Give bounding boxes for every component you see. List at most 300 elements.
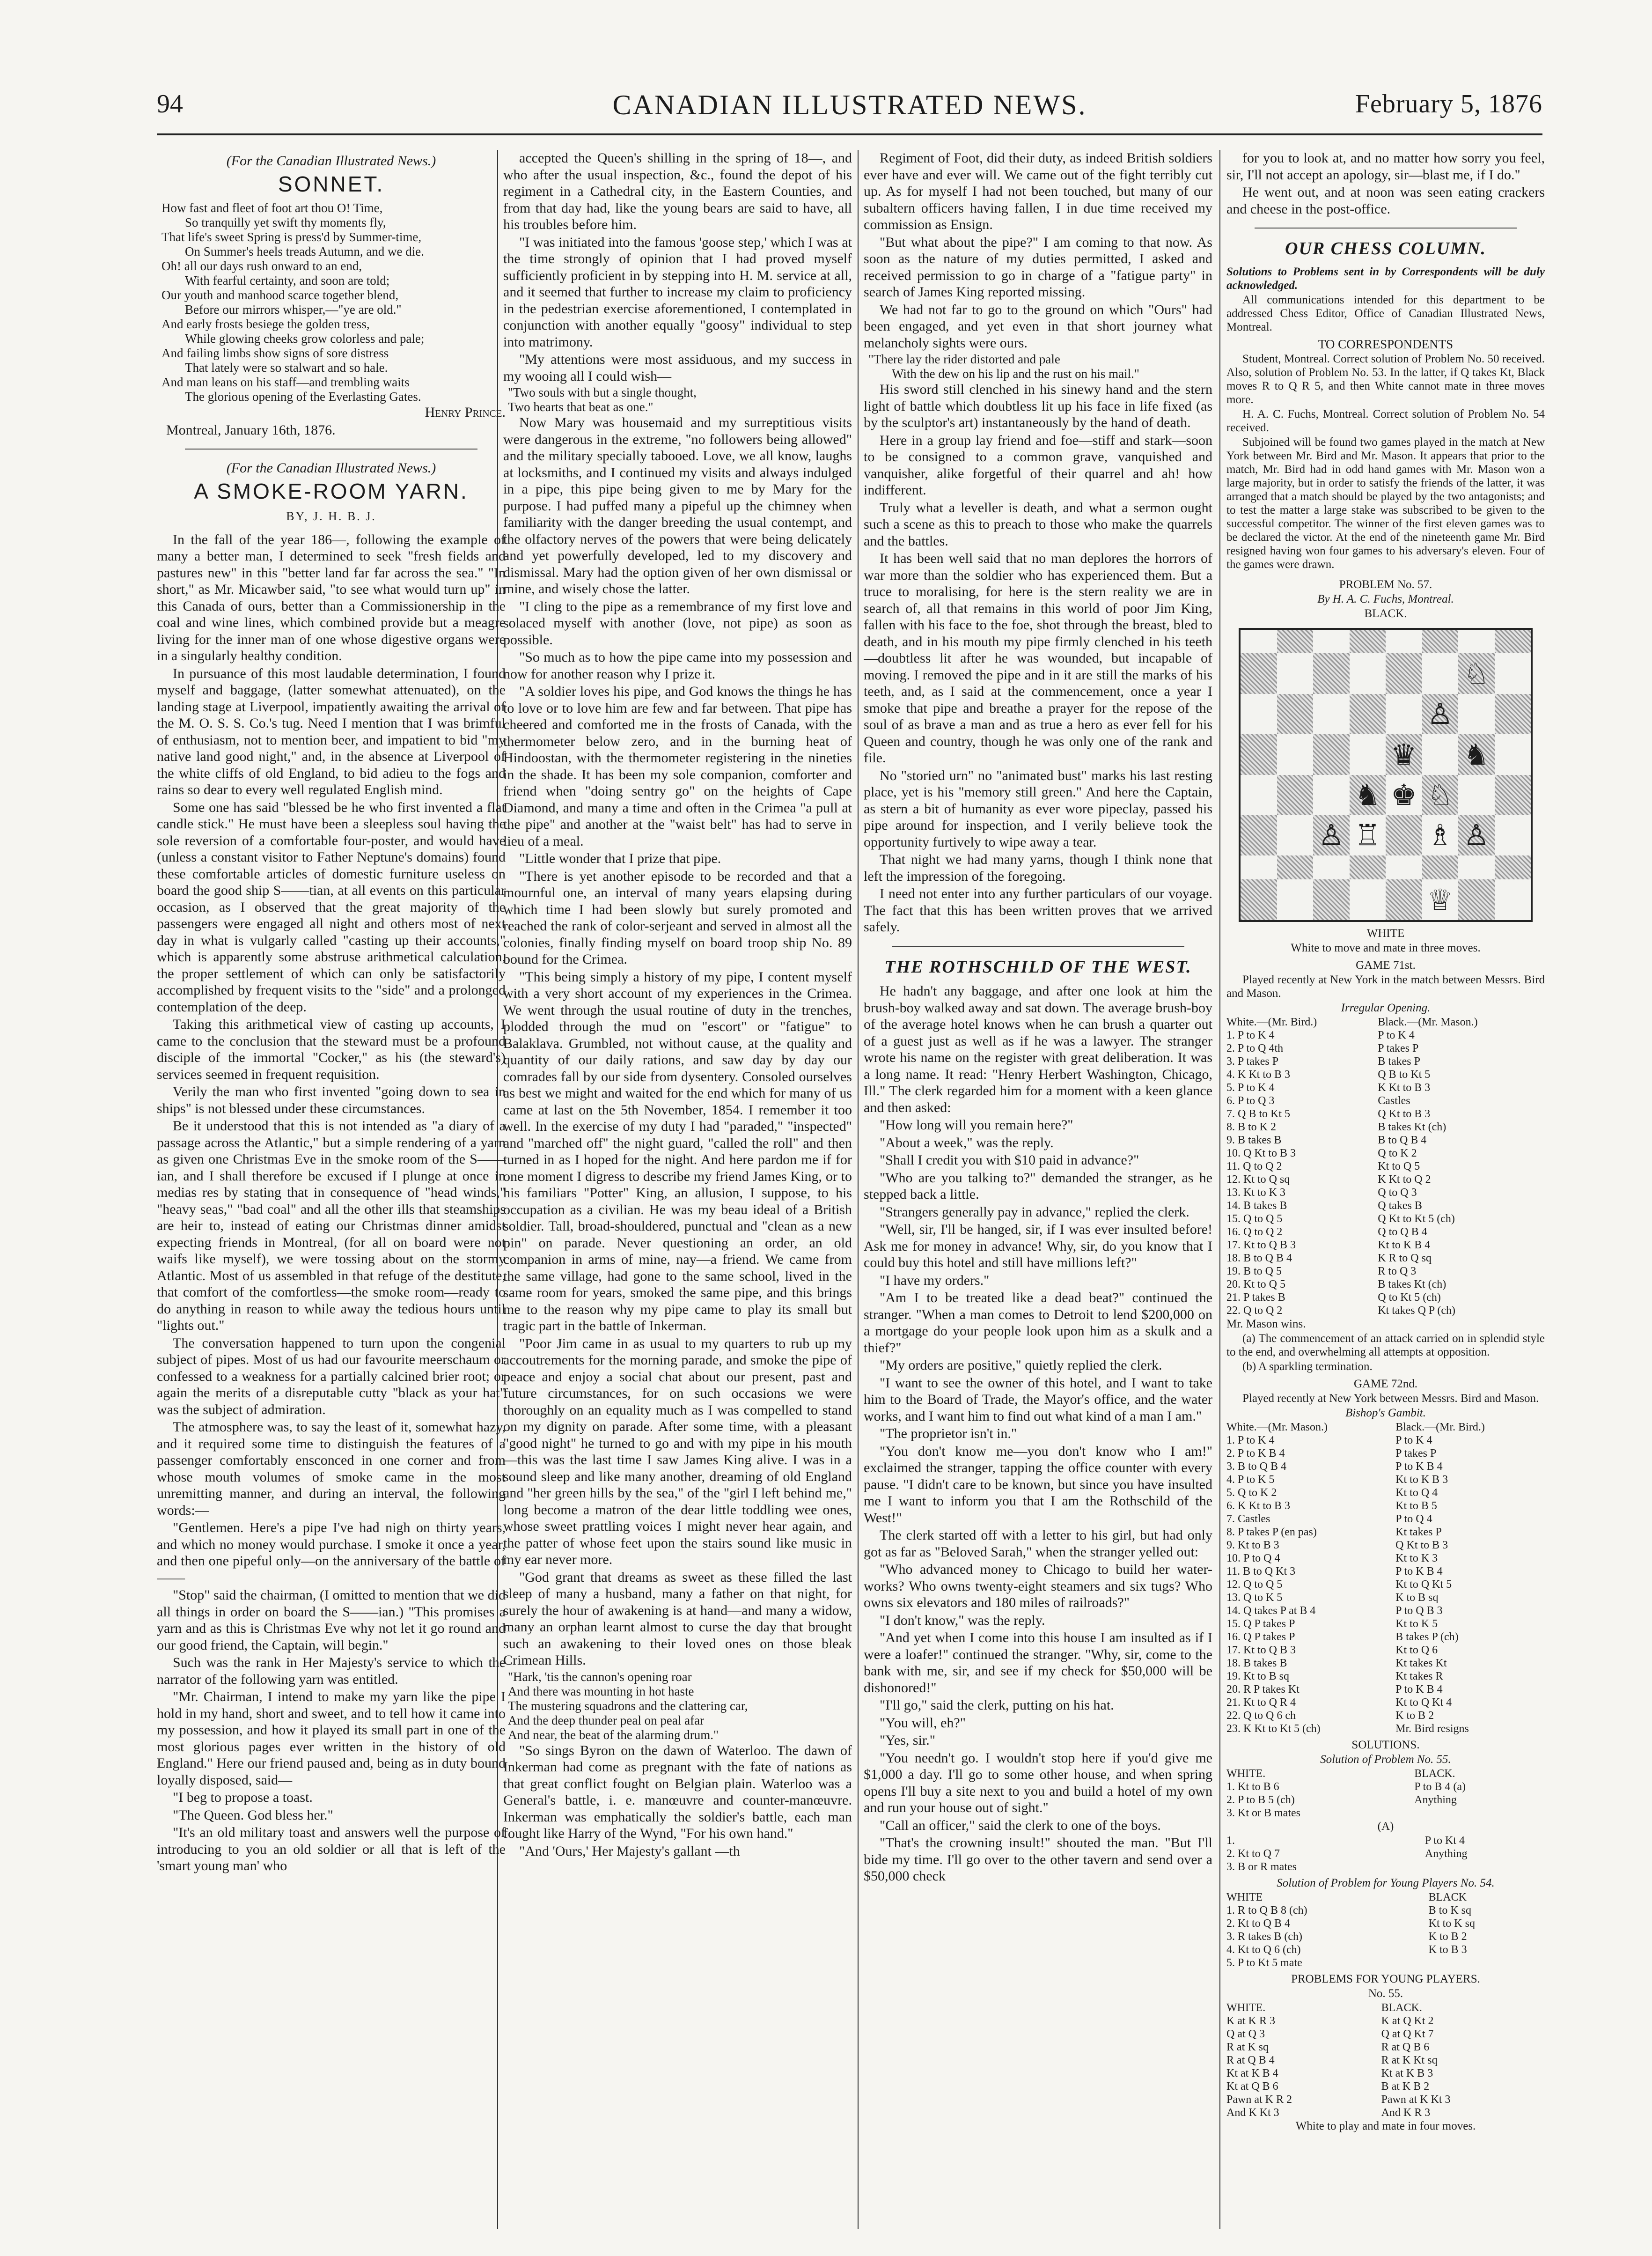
board-square — [1277, 775, 1314, 815]
white-move: 19. B to Q 5 — [1226, 1265, 1282, 1277]
paragraph: for you to look at, and no matter how sorry you feel, sir, I'll not accept an apology, sir—blast me, if I do." — [1226, 150, 1545, 183]
white-move: 2. Kt to Q 7 — [1226, 1847, 1280, 1860]
white-move: 16. Q P takes P — [1226, 1630, 1295, 1643]
move-row — [1226, 1029, 1545, 1042]
move-row — [1226, 1291, 1545, 1304]
chess-piece-square: ♙ — [1422, 694, 1459, 734]
move-row — [1226, 1526, 1545, 1539]
paper-title: CANADIAN ILLUSTRATED NEWS. — [612, 89, 1087, 120]
paragraph: "I was initiated into the famous 'goose step,' which I was at the time strongly of opinion that I had proved myself sufficiently proficient in by stepping into H. M. service at all, and it seemed that further to increase my claim to proficiency in the pedestrian exercise aforementioned, I contemplated in conjunction with another equally "goosy" individual to step into matrimony. — [503, 234, 852, 350]
black-move: P to B 4 (a) — [1414, 1780, 1466, 1793]
paragraph: "My attentions were most assiduous, and my success in my wooing all I could wish— — [503, 352, 852, 384]
board-square — [1277, 694, 1314, 734]
paragraph: "Who are you talking to?" demanded the stranger, as he stepped back a little. — [864, 1170, 1212, 1202]
column-4 — [1226, 150, 1545, 2219]
paragraph: "Stop" said the chairman, (I omitted to mention that we did all things in order on board the S——ian.) "This promises a yarn and as this is Christmas Eve why not let it go round and our good friend, the Captain, will begin." — [157, 1587, 506, 1653]
white-move: 19. Kt to B sq — [1226, 1670, 1290, 1682]
board-square — [1313, 653, 1350, 693]
sonnet-line: While glowing cheeks grow colorless and pale; — [185, 332, 425, 346]
white-move: 3. P takes P — [1226, 1055, 1279, 1068]
problem-caption: White to move and mate in three moves. — [1291, 941, 1481, 954]
move-row — [1226, 1943, 1545, 1956]
sonnet-line: That lately were so stalwart and so hale. — [185, 361, 388, 375]
black-move: Pawn at K Kt 3 — [1381, 2093, 1451, 2106]
white-move: 16. Q to Q 2 — [1226, 1225, 1283, 1238]
paragraph: "And 'Ours,' Her Majesty's gallant —th — [519, 1843, 740, 1859]
game-2-title: GAME 72nd. — [1353, 1377, 1418, 1390]
white-move: 17. Kt to Q B 3 — [1226, 1239, 1296, 1251]
move-row — [1226, 1107, 1545, 1121]
board-square — [1422, 630, 1459, 654]
paragraph: Here in a group lay friend and foe—stiff and stark—soon to be consigned to a common grave, vanquished and vanquisher, alike forgetful of their quarrel and ah! how indifferent. — [864, 432, 1212, 498]
move-row — [1226, 1709, 1545, 1722]
move-row — [1226, 1930, 1545, 1943]
young-problem-caption: White to play and mate in four moves. — [1295, 2119, 1476, 2132]
white-move: K at K R 3 — [1226, 2014, 1275, 2027]
paragraph: "Gentlemen. Here's a pipe I've had nigh on thirty years, and which no money would purchase. I smoke it once a year, and then one pipeful only—on the anniversary of the battle of—— — [157, 1520, 506, 1585]
black-move: P to Q 4 — [1395, 1512, 1432, 1525]
white-move: 1. P to K 4 — [1226, 1029, 1275, 1041]
black-move: Anything — [1424, 1847, 1468, 1860]
white-move: 23. K Kt to Kt 5 (ch) — [1226, 1722, 1321, 1735]
paragraph: "I cling to the pipe as a remembrance of my first love and solaced myself with another (love, not pipe) as soon as possible. — [503, 598, 852, 648]
white-move: R at K sq — [1226, 2041, 1269, 2053]
sonnet-line: Our youth and manhood scarce together blend, — [162, 288, 399, 302]
chess-column-title: OUR CHESS COLUMN. — [1285, 239, 1486, 258]
paragraph: Such was the rank in Her Majesty's service to which the narrator of the following yarn was entitled. — [157, 1655, 506, 1687]
board-square — [1277, 855, 1314, 879]
chess-piece-square: ♚ — [1386, 775, 1422, 815]
board-square — [1277, 653, 1314, 693]
white-move: 2. Kt to Q B 4 — [1226, 1917, 1291, 1930]
black-move: Kt to Q Kt 4 — [1395, 1696, 1452, 1709]
yarn-byline: BY, J. H. B. J. — [286, 509, 376, 523]
paragraph: The conversation happened to turn upon the congenial subject of pipes. Most of us had our favourite meerschaum or confessed to a weakness for a partially calcined brier root; or again the merits of a disreputable cutty "black as your hat" was the subject of admiration. — [157, 1335, 506, 1417]
black-move: And K R 3 — [1381, 2106, 1431, 2119]
sonnet-title: SONNET. — [278, 171, 385, 196]
black-move: Q Kt to B 3 — [1395, 1539, 1448, 1551]
paragraph: "Little wonder that I prize that pipe. — [519, 851, 721, 866]
move-row — [1226, 1956, 1545, 1969]
column-divider — [1219, 150, 1220, 2229]
move-row — [1226, 1847, 1545, 1860]
board-square — [1386, 855, 1422, 879]
quote-verse — [503, 385, 852, 414]
white-move: 2. P to Q 4th — [1226, 1042, 1284, 1054]
white-move: 5. P to K 4 — [1226, 1081, 1275, 1094]
sonnet-line: And failing limbs show signs of sore distress — [162, 346, 389, 360]
move-row — [1226, 1265, 1545, 1278]
paragraph: "I have my orders." — [880, 1272, 990, 1288]
white-move: 10. Q Kt to B 3 — [1226, 1147, 1296, 1159]
white-move: 12. Q to Q 5 — [1226, 1578, 1283, 1591]
white-move: 1. Kt to B 6 — [1226, 1780, 1279, 1793]
black-move: K to B 2 — [1395, 1709, 1434, 1722]
paragraph: "God grant that dreams as sweet as these filled the last sleep of many a husband, many a father on that night, for surely the hour of awakening is at hand—and many a widow, many an orphan learnt almost to curse the day that brought such an awakening to their loved ones on those bleak Crimean Hills. — [503, 1569, 852, 1668]
verse-line: And the deep thunder peal on peal afar — [508, 1713, 705, 1727]
board-square — [1495, 630, 1531, 654]
white-move: 5. Q to K 2 — [1226, 1486, 1277, 1499]
board-square — [1241, 630, 1277, 654]
sonnet-line: And early frosts besiege the golden tress, — [162, 317, 370, 331]
paragraph: The atmosphere was, to say the least of it, somewhat hazy, and it required some time to distinguish the features of a passenger comfortably ensconced in one corner and from whose mouth volumes of smoke came in the most unremitting manner, and during an interval, the following words:— — [157, 1419, 506, 1518]
move-column-header: BLACK — [1428, 1891, 1467, 1903]
move-row — [1226, 1578, 1545, 1591]
masthead-rule — [157, 133, 1542, 135]
black-move: K at Q Kt 2 — [1381, 2014, 1434, 2027]
black-move: Q B to Kt 5 — [1378, 1068, 1431, 1081]
black-move: K R to Q sq — [1378, 1252, 1432, 1264]
move-row — [1226, 1186, 1545, 1199]
game-1-intro: Played recently at New York in the match between Messrs. Bird and Mason. — [1226, 973, 1545, 1000]
paragraph: "The proprietor isn't in." — [880, 1426, 1017, 1441]
yarn-credit: (For the Canadian Illustrated News.) — [226, 460, 436, 476]
board-square — [1241, 879, 1277, 920]
black-move: Castles — [1378, 1094, 1410, 1107]
paragraph: Truly what a leveller is death, and what a sermon ought such a scene as this to preach to those who make the quarrels and the battles. — [864, 500, 1212, 549]
black-move: Q to Q 3 — [1378, 1186, 1417, 1199]
white-move: 22. Q to Q 6 ch — [1226, 1709, 1296, 1722]
paragraph: "Who advanced money to Chicago to build her water-works? Who owns twenty-eight steamers and six tugs? Who owns six elevators and 180 miles of railroads?" — [864, 1562, 1212, 1610]
white-move: 8. P takes P (en pas) — [1226, 1526, 1317, 1538]
move-row — [1226, 1591, 1545, 1604]
move-row — [1226, 2106, 1545, 2119]
move-row — [1226, 1657, 1545, 1670]
to-correspondents — [1226, 352, 1545, 571]
move-row — [1226, 2014, 1545, 2027]
chess-piece-square: ♞ — [1458, 734, 1495, 774]
black-move: Q at Q Kt 7 — [1381, 2027, 1434, 2040]
board-square — [1277, 734, 1314, 774]
white-move: Q at Q 3 — [1226, 2027, 1265, 2040]
paragraph: Some one has said "blessed be he who first invented a flat candle stick." He must have been a sleepless soul having the sole reversion of a comfortable four-poster, and would have (unless a constant visitor to Father Neptune's domains) found these comfortable articles of domestic furniture useless on board the good ship S——tian, at all events on this particular occasion, as I observed that the great majority of the passengers were engaged all night and others most of next day in what is vulgarly called "casting up their accounts," which is apparently some abstruse arithmetical calculation, the proper settlement of which can only be satisfactorily accomplished by frequent visits to the "side" and a prolonged contemplation of the deep. — [157, 799, 506, 1015]
paragraph: "You needn't go. I wouldn't stop here if you'd give me $1,000 a day. I'll go to some other house, and when spring opens I'll buy a site next to you and build a hotel of my own and run your house out of sight." — [864, 1750, 1212, 1815]
black-move: B at K B 2 — [1381, 2080, 1430, 2093]
paragraph: "You will, eh?" — [880, 1715, 966, 1731]
game-2-opening: Bishop's Gambit. — [1345, 1406, 1426, 1419]
white-move: 10. P to Q 4 — [1226, 1552, 1280, 1564]
chess-board — [1239, 628, 1533, 922]
move-row — [1226, 1644, 1545, 1657]
black-move: B takes Kt (ch) — [1378, 1278, 1446, 1290]
black-move: K Kt to B 3 — [1378, 1081, 1431, 1094]
paragraph: His sword still clenched in his sinewy hand and the stern light of battle which doubtless lit up his face in life fixed (as by the sculptor's art) instantaneously by the hand of death. — [864, 382, 1212, 430]
white-move: Pawn at K R 2 — [1226, 2093, 1292, 2106]
paragraph: "Poor Jim came in as usual to my quarters to rub up my accoutrements for the morning parade, and smoke the pipe of peace and enjoy a social chat about our present, past and future circumstances, for on such occasions we were thoroughly on an equality much as I was compelled to stand on my dignity on parade. After some time, with a pleasant "good night" he turned to go and with my pipe in his mouth—this was the last time I saw James King alive. I was in a sound sleep and like many another, dreaming of old England and "her green hills by the sea," of the "girl I left behind me," long become a matron of the dear little toddling wee ones, whose sweet prattling voices I might never hear again, and the patter of whose feet upon the stairs sound like music in my ear never more. — [503, 1335, 852, 1567]
verse-line: "Two souls with but a single thought, — [508, 385, 697, 399]
black-label: BLACK. — [1364, 607, 1407, 620]
article-divider — [185, 449, 477, 450]
black-move: K to B sq — [1395, 1591, 1439, 1604]
move-row — [1226, 1904, 1545, 1917]
black-move: Kt takes Kt — [1395, 1657, 1447, 1669]
move-row — [1226, 1252, 1545, 1265]
black-move: Kt to Q 6 — [1395, 1644, 1438, 1656]
white-move: 4. Kt to Q 6 (ch) — [1226, 1943, 1301, 1956]
paragraph: "Am I to be treated like a dead beat?" continued the stranger. "When a man comes to Detroit to lend $200,000 on a mortgage do your people look upon him as a skulk and a thief?" — [864, 1290, 1212, 1356]
move-row — [1226, 1199, 1545, 1212]
black-move: Q Kt to Kt 5 (ch) — [1378, 1212, 1455, 1225]
yarn-body — [157, 531, 506, 1874]
move-row — [1226, 2093, 1545, 2106]
move-row — [1226, 1630, 1545, 1644]
paragraph: "Call an officer," said the clerk to one of the boys. — [880, 1817, 1161, 1833]
black-move: B takes P (ch) — [1395, 1630, 1459, 1643]
white-move: 18. B to Q B 4 — [1226, 1252, 1292, 1264]
paragraph: "A soldier loves his pipe, and God knows the things he has to love or to love him are few and far between. That pipe has cheered and comforted me in the frosts of Canada, with the thermometer below zero, and in the burning heat of Hindoostan, with the thermometer registering in the nineties in the shade. It has been my sole companion, comforter and friend when "doing sentry go" on the heights of Cape Diamond, and many a time and often in the Crimea "a pull at the pipe" and another at the "waist belt" has had to serve in lieu of a meal. — [503, 684, 852, 849]
move-row — [1226, 1552, 1545, 1565]
yarn-continued — [864, 150, 1212, 351]
white-move: 3. B to Q B 4 — [1226, 1460, 1287, 1473]
board-square — [1495, 653, 1531, 693]
move-row — [1226, 1239, 1545, 1252]
young-problem-title: PROBLEMS FOR YOUNG PLAYERS. — [1291, 1972, 1480, 1985]
move-row — [1226, 2054, 1545, 2067]
quote-verse — [503, 1670, 852, 1742]
move-row — [1226, 1473, 1545, 1486]
move-row — [1226, 2027, 1545, 2041]
black-move: Anything — [1414, 1793, 1457, 1806]
paragraph: In the fall of the year 186—, following the example of many a better man, I determined to seek "fresh fields and pastures new" in this "better land far far across the sea." "In short," as Mr. Micawber said, "to see what would turn up" in this Canada of ours, better than a Commissionership in the coal and wine lines, which combined provide but a meagre living for the inner man of one whose digestive organs were in a singularly healthy condition. — [157, 531, 506, 664]
solution-moves — [1226, 1767, 1545, 1820]
paragraph: Be it understood that this is not intended as "a diary of a passage across the Atlantic," but a simple rendering of a yarn as given one Christmas Eve in the smoke room of the S——ian, and I shall therefore be excused if I plunge at once in medias res by stating that in consequence of "head winds," "heavy seas," "bad coal" and all the other ills that steamships are heir to, instead of eating our Christmas dinner amidst expecting friends in Montreal, (for all on board were not waifs like myself), we were tossing about on the stormy Atlantic. Most of us assembled in that refuge of the destitute, that comfort of the comfortless—the smoke room—ready to do anything in reason to while away the tedious hours until "lights out." — [157, 1118, 506, 1333]
white-move: 9. Kt to B 3 — [1226, 1539, 1279, 1551]
move-column-header: BLACK. — [1414, 1767, 1455, 1780]
paragraph: Regiment of Foot, did their duty, as indeed British soldiers ever have and ever will. We came out of the fight terribly cut up. As for myself I had not been touched, but many of our subaltern officers having fallen, I in due time received my commission as Ensign. — [864, 150, 1212, 232]
game-1-opening: Irregular Opening. — [1341, 1001, 1431, 1014]
black-move — [1425, 1860, 1545, 1873]
black-move: B takes Kt (ch) — [1378, 1121, 1446, 1133]
sonnet-line: The glorious opening of the Everlasting Gates. — [185, 390, 421, 404]
board-square — [1422, 855, 1459, 879]
sonnet-line: That life's sweet Spring is press'd by Summer-time, — [162, 230, 422, 244]
page-number: 94 — [157, 89, 183, 118]
yarn-continued — [503, 150, 852, 384]
correspondent-note: Student, Montreal. Correct solution of Problem No. 50 received. Also, solution of Problem No. 53. In the latter, if Q takes Kt, Black moves R to Q R 5, and then White cannot mate in three moves more. — [1226, 352, 1545, 406]
young-problem-pieces — [1226, 2001, 1545, 2119]
board-square — [1386, 879, 1422, 920]
white-move: Kt at Q B 6 — [1226, 2080, 1278, 2093]
move-row — [1226, 1793, 1545, 1806]
board-square — [1458, 630, 1495, 654]
paragraph: Now Mary was housemaid and my surreptitious visits were dangerous in the extreme, "no followers being allowed" and the military specially tabooed. Love, we all know, laughs at locksmiths, and I continued my visits and always indulged in a pipe, this pipe being given to me by Mary for the purpose. I had puffed many a pipeful up the chimney when familiarity with the danger breeding the usual contempt, and the olfactory nerves of the powers that were being delicately and yet powerfully developed, led to my discovery and dismissal. Mary had the option given of her own dismissal or mine, and wisely chose the latter. — [503, 415, 852, 597]
verse-line: "There lay the rider distorted and pale — [868, 352, 1060, 366]
black-move: Q Kt to B 3 — [1378, 1107, 1431, 1120]
white-move: 7. Q B to Kt 5 — [1226, 1107, 1291, 1120]
column-3 — [864, 150, 1212, 2219]
black-move: P to K 4 — [1395, 1434, 1432, 1446]
black-move: Kt to Q 4 — [1395, 1486, 1438, 1499]
rothschild-title: THE ROTHSCHILD OF THE WEST. — [884, 957, 1192, 977]
black-move: P takes P — [1378, 1042, 1419, 1054]
move-row — [1226, 1173, 1545, 1186]
paragraph: "It's an old military toast and answers well the purpose of introducing to you an old soldier or all that is left of the 'smart young man' who — [157, 1825, 506, 1873]
sonnet-line: With fearful certainty, and soon are told; — [185, 273, 390, 288]
article-divider — [1255, 228, 1517, 229]
board-square — [1495, 879, 1531, 920]
black-move: B takes P — [1378, 1055, 1420, 1068]
board-square — [1386, 653, 1422, 693]
sonnet-dateline: Montreal, January 16th, 1876. — [166, 422, 336, 438]
chess-piece-square: ♘ — [1458, 653, 1495, 693]
white-move: 14. B takes B — [1226, 1199, 1287, 1212]
paragraph: accepted the Queen's shilling in the spring of 18—, and who after the usual inspection, &c., found the depot of his regiment in a Cathedral city, in the Eastern Counties, and from that day had, like the young bears are said to have, all his troubles before him. — [503, 150, 852, 232]
move-column-header: WHITE — [1226, 1891, 1263, 1903]
move-row — [1226, 1683, 1545, 1696]
game-1-title: GAME 71st. — [1356, 958, 1416, 972]
black-move: K to B 3 — [1428, 1943, 1467, 1956]
move-row — [1226, 2067, 1545, 2080]
paragraph: In pursuance of this most laudable determination, I found myself and baggage, (latter somewhat attenuated), on the landing stage at Liverpool, impatiently awaiting the arrival of the M. O. S. S. Co.'s tug. Need I mention that I was brimful of enthusiasm, not to mention beer, and impatient to bid "my native land good night," and, in the absence at Liverpool of the white cliffs of old England, to bid adieu to the fogs and rains so dear to every well regulated English mind. — [157, 665, 506, 797]
sonnet-line: Oh! all our days rush onward to an end, — [162, 259, 362, 273]
board-square — [1313, 775, 1350, 815]
white-move: 9. B takes B — [1226, 1134, 1282, 1146]
paragraph: "I want to see the owner of this hotel, and I want to take him to the Board of Trade, the Mayor's office, and the water works, and I want him to find out what kind of a man I am." — [864, 1375, 1212, 1424]
board-square — [1350, 694, 1386, 734]
paragraph: The clerk started off with a letter to his girl, but had only got as far as "Beloved Sarah," when the stranger yelled out: — [864, 1527, 1212, 1560]
board-square — [1313, 630, 1350, 654]
issue-date: February 5, 1876 — [1355, 89, 1542, 118]
black-move: Kt to Q 5 — [1378, 1160, 1420, 1172]
black-move: Kt takes P — [1395, 1526, 1442, 1538]
white-move: 11. Q to Q 2 — [1226, 1160, 1282, 1172]
paragraph: No "storied urn" no "animated bust" marks his last resting place, yet is his "memory still green." And here the Captain, as stern a bit of humanity as ever wore pipeclay, passed his pipe around for inspection, and I verily believe took the opportunity furtively to wipe away a tear. — [864, 767, 1212, 850]
board-square — [1241, 734, 1277, 774]
paragraph: "Strangers generally pay in advance," replied the clerk. — [880, 1204, 1189, 1220]
move-row — [1226, 1134, 1545, 1147]
move-row — [1226, 1081, 1545, 1094]
paragraph: "Shall I credit you with $10 paid in advance?" — [880, 1152, 1139, 1168]
move-row — [1226, 1670, 1545, 1683]
sonnet-line: So tranquilly yet swift thy moments fly, — [185, 215, 386, 229]
problem-title: PROBLEM No. 57. — [1339, 578, 1432, 591]
white-move: 4. K Kt to B 3 — [1226, 1068, 1291, 1081]
white-move: 2. P to B 5 (ch) — [1226, 1793, 1295, 1806]
white-move: 17. Kt to Q B 3 — [1226, 1644, 1296, 1656]
solutions-title: SOLUTIONS. — [1351, 1738, 1420, 1751]
move-row — [1226, 1604, 1545, 1617]
paragraph: "Mr. Chairman, I intend to make my yarn like the pipe I hold in my hand, short and sweet, and to tell how it came into my possession, and how it played its small part in one of the most glorious pages ever written in the history of old England." Here our friend paused and, being as in duty bound loyally disposed, said— — [157, 1689, 506, 1788]
black-move: Kt to Q Kt 5 — [1395, 1578, 1452, 1591]
move-column-header: Black.—(Mr. Mason.) — [1378, 1016, 1478, 1028]
article-divider — [892, 946, 1184, 947]
move-row — [1226, 1806, 1545, 1820]
move-column-header: White.—(Mr. Bird.) — [1226, 1016, 1317, 1028]
black-move: Kt to K sq — [1428, 1917, 1475, 1930]
solutions-note: Solutions to Problems sent in by Correspondents will be duly acknowledged. — [1226, 265, 1545, 292]
black-move: Kt takes R — [1395, 1670, 1443, 1682]
white-move: 3. B or R mates — [1226, 1860, 1297, 1873]
move-row — [1226, 1860, 1545, 1873]
move-row — [1226, 2041, 1545, 2054]
move-row — [1226, 1121, 1545, 1134]
black-move: P to K 4 — [1378, 1029, 1415, 1041]
game-1-notes — [1226, 1332, 1545, 1373]
paragraph: "The Queen. God bless her." — [173, 1807, 333, 1823]
board-square — [1241, 775, 1277, 815]
communications-note: All communications intended for this department to be addressed Chess Editor, Office of Canadian Illustrated News, Montreal. — [1226, 293, 1545, 333]
board-square — [1313, 694, 1350, 734]
move-row — [1226, 1094, 1545, 1107]
board-square — [1350, 653, 1386, 693]
paragraph: We had not far to go to the ground on which "Ours" had been engaged, and yet even in that short journey what melancholy sights were ours. — [864, 302, 1212, 351]
board-square — [1313, 855, 1350, 879]
paragraph: I need not enter into any further particulars of our voyage. The fact that this has been written proves that we arrived safely. — [864, 886, 1212, 935]
chess-piece-square: ♙ — [1458, 815, 1495, 855]
move-row — [1226, 1055, 1545, 1068]
black-move: K Kt to Q 2 — [1378, 1173, 1431, 1186]
move-row — [1226, 1512, 1545, 1526]
board-square — [1241, 653, 1277, 693]
paragraph: "My orders are positive," quietly replied the clerk. — [880, 1357, 1162, 1373]
verse-line: And near, the beat of the alarming drum." — [508, 1727, 719, 1742]
board-square — [1495, 855, 1531, 879]
paragraph: "And yet when I come into this house I am insulted as if I were a loafer!" continued the stranger. "Why, sir, come to the bank with me, sir, and see if my check for $50,000 will be dishonored!" — [864, 1630, 1212, 1696]
white-move: 6. K Kt to B 3 — [1226, 1499, 1291, 1512]
white-move: 1. P to K 4 — [1226, 1434, 1275, 1446]
black-move: R at Q B 6 — [1381, 2041, 1430, 2053]
rothschild-continued — [1226, 150, 1545, 217]
black-move: B to K sq — [1428, 1904, 1471, 1917]
young-solution-title: Solution of Problem for Young Players No. 54. — [1277, 1876, 1495, 1889]
game-1-result: Mr. Mason wins. — [1226, 1317, 1306, 1330]
game-2-intro: Played recently at New York between Messrs. Bird and Mason. — [1242, 1392, 1539, 1405]
board-square — [1277, 815, 1314, 855]
verse-line: The mustering squadrons and the clattering car, — [508, 1698, 748, 1713]
paragraph: "Yes, sir." — [880, 1733, 935, 1748]
move-row — [1226, 1696, 1545, 1709]
move-row — [1226, 1434, 1545, 1447]
to-correspondents-title: TO CORRESPONDENTS — [1318, 337, 1454, 351]
verse-line: With the dew on his lip and the rust on his mail." — [892, 367, 1139, 381]
move-row — [1226, 1068, 1545, 1081]
board-square — [1350, 879, 1386, 920]
move-row — [1226, 1147, 1545, 1160]
black-move: K to B 2 — [1428, 1930, 1467, 1943]
chess-piece-square: ♘ — [1422, 775, 1459, 815]
chess-piece-square: ♙ — [1313, 815, 1350, 855]
black-move: Q to Kt 5 (ch) — [1378, 1291, 1441, 1304]
move-row — [1226, 1780, 1545, 1793]
white-move: 1. — [1226, 1834, 1235, 1847]
black-move: Q takes B — [1378, 1199, 1422, 1212]
paragraph: "There is yet another episode to be recorded and that a mournful one, an interval of many years elapsing during which time I had been slowly but surely promoted and reached the rank of color-serjeant and served in almost all the colonies, finally finding myself on board troop ship No. 89 bound for the Crimea. — [503, 868, 852, 967]
black-move: Kt at K B 3 — [1381, 2067, 1433, 2079]
board-square — [1495, 734, 1531, 774]
white-move: R at Q B 4 — [1226, 2054, 1275, 2066]
move-row — [1226, 1917, 1545, 1930]
move-row — [1226, 1160, 1545, 1173]
chess-piece-square: ♕ — [1422, 879, 1459, 920]
move-row — [1226, 1460, 1545, 1473]
white-move: 3. Kt or B mates — [1226, 1806, 1300, 1819]
column-1 — [157, 150, 506, 2219]
board-square — [1241, 694, 1277, 734]
sonnet-verse — [157, 201, 506, 404]
game-note: (a) The commencement of an attack carried on in splendid style to the end, and overwhelming all attempts at opposition. — [1226, 1332, 1545, 1358]
black-move: Q to K 2 — [1378, 1147, 1417, 1159]
white-move: 21. P takes B — [1226, 1291, 1285, 1304]
young-problem-number: No. 55. — [1368, 1987, 1403, 2000]
white-move: 12. Kt to Q sq — [1226, 1173, 1290, 1186]
sonnet-line: How fast and fleet of foot art thou O! Time, — [162, 201, 383, 215]
game-2-moves — [1226, 1421, 1545, 1735]
move-row — [1226, 1447, 1545, 1460]
solutions-subtitle: Solution of Problem No. 55. — [1320, 1753, 1451, 1766]
masthead — [157, 89, 1542, 122]
yarn-title: A SMOKE-ROOM YARN. — [194, 479, 469, 503]
move-row — [1226, 1539, 1545, 1552]
